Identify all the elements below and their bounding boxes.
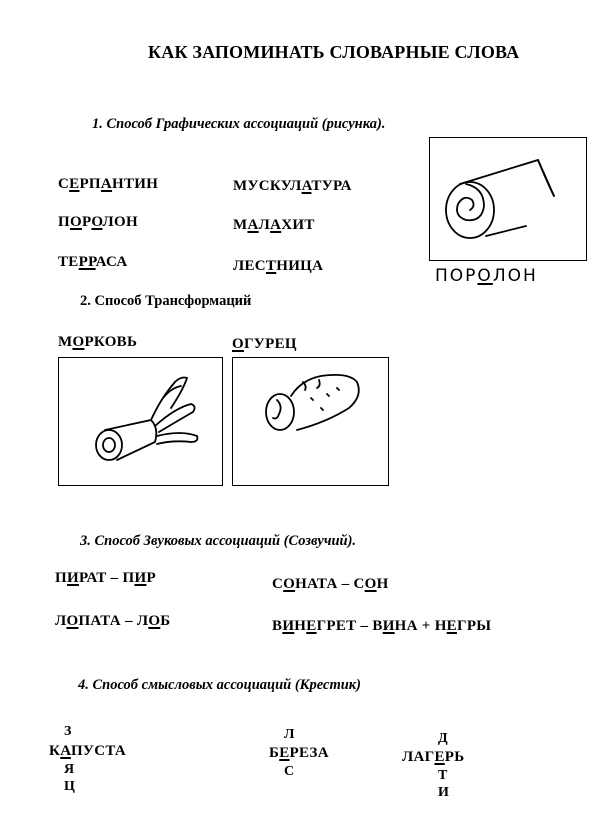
bereza-letter-top: Л <box>284 727 295 742</box>
page-title: КАК ЗАПОМИНАТЬ СЛОВАРНЫЕ СЛОВА <box>148 42 520 62</box>
word-porolon: ПОРОЛОН <box>58 214 138 230</box>
word-morkov: МОРКОВЬ <box>58 334 138 350</box>
word-ogurec: ОГУРЕЦ <box>232 336 297 352</box>
foam-roll-drawing <box>430 138 586 260</box>
word-lestnica: ЛЕСТНИЦА <box>233 258 324 274</box>
word-malahit: МАЛАХИТ <box>233 217 315 233</box>
kapusta-letter-top: З <box>64 724 72 739</box>
porolon-picture <box>429 137 587 261</box>
lager-letter-1: Т <box>438 768 448 783</box>
lager-letter-2: И <box>438 785 449 800</box>
word-serpantin: СЕРПАНТИН <box>58 176 159 192</box>
word-muskulatura: МУСКУЛАТУРА <box>233 178 352 194</box>
pair-pirat: ПИРАТ – ПИР <box>55 570 156 586</box>
section3-heading: 3. Способ Звуковых ассоциаций (Созвучий). <box>80 533 357 549</box>
pair-vinegret: ВИНЕГРЕТ – ВИНА + НЕГРЫ <box>272 618 492 634</box>
section1-heading: 1. Способ Графических ассоциаций (рисунка). <box>92 116 386 132</box>
kapusta-letter-1: Я <box>64 762 75 777</box>
lager-letter-top: Д <box>438 731 448 746</box>
cucumber-picture <box>232 357 389 486</box>
porolon-caption: ПОРОЛОН <box>435 266 538 286</box>
kapusta-letter-2: Ц <box>64 779 75 794</box>
word-kapusta: КАПУСТА <box>49 743 127 759</box>
section2-heading: 2. Способ Трансформаций <box>80 293 252 309</box>
pair-sonata: СОНАТА – СОН <box>272 576 389 592</box>
cucumber-drawing <box>233 358 388 485</box>
carrot-picture <box>58 357 223 486</box>
section4-heading: 4. Способ смысловых ассоциаций (Крестик) <box>78 677 361 693</box>
carrot-drawing <box>59 358 222 485</box>
word-bereza: БЕРЕЗА <box>269 745 329 761</box>
bereza-letter-1: С <box>284 764 295 779</box>
word-terrasa: ТЕРРАСА <box>58 254 128 270</box>
pair-lopata: ЛОПАТА – ЛОБ <box>55 613 171 629</box>
word-lager: ЛАГЕРЬ <box>402 749 465 765</box>
